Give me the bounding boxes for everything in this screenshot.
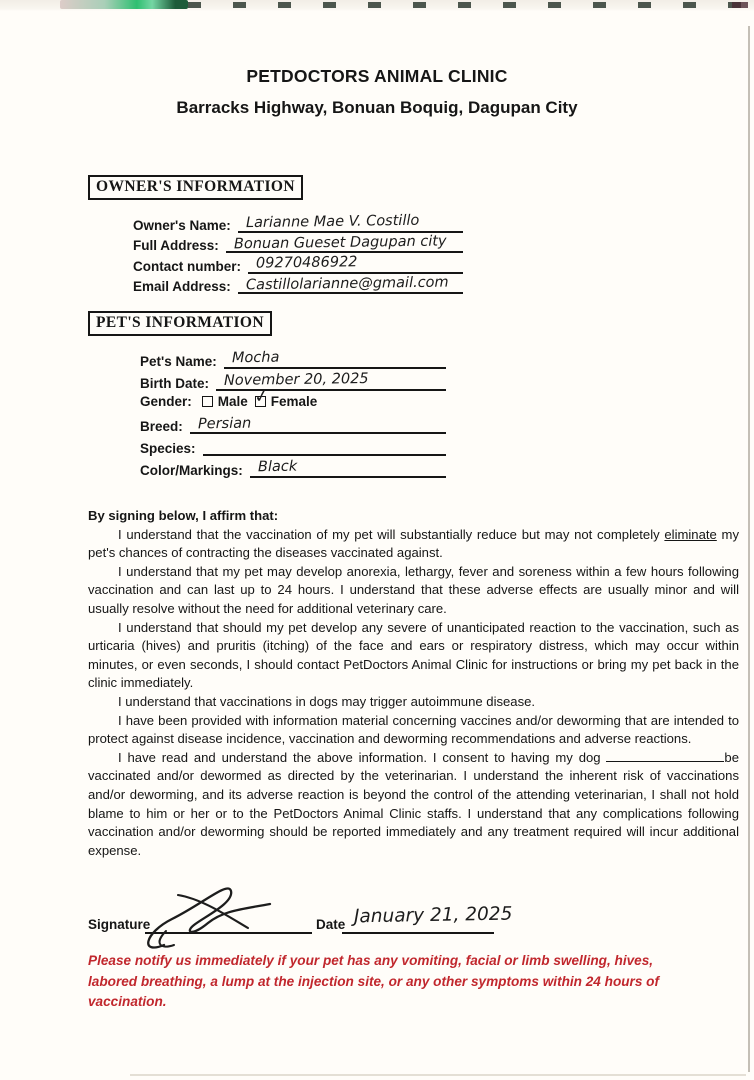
paper-edge-shadow: [748, 26, 750, 1072]
male-option-label: Male: [217, 393, 248, 409]
gender-label: Gender:: [140, 393, 192, 409]
email-address-value: Castillolarianne@gmail.com: [245, 274, 449, 294]
paragraph-1-before: I understand that the vaccination of my pet will substantially reduce but may not completely: [118, 526, 665, 542]
handwritten-signature-scribble: [130, 871, 310, 951]
owner-name-field: [133, 212, 463, 233]
email-address-label: Email Address:: [133, 279, 231, 295]
breed-value: Persian: [197, 415, 252, 433]
full-address-value: Bonuan Gueset Dagupan city: [233, 233, 447, 253]
pet-information-heading: PET'S INFORMATION: [88, 311, 272, 336]
affirmation-text: [88, 507, 739, 860]
contact-number-field: [133, 253, 463, 274]
breed-label: Breed:: [140, 419, 183, 435]
female-option-label: Female: [270, 393, 318, 409]
pet-name-field: [140, 347, 446, 369]
breed-field: [140, 412, 446, 434]
email-address-field: [133, 274, 463, 295]
affirmation-paragraph-6: [88, 749, 739, 861]
pet-name-value: Mocha: [231, 349, 280, 367]
paper-edge-shadow: [130, 1074, 746, 1076]
species-value: [203, 453, 211, 454]
male-checkbox-icon: [202, 396, 213, 407]
breed-line: [190, 410, 446, 434]
pet-name-line: [224, 345, 446, 369]
gender-field: [140, 384, 446, 413]
clinic-header: [0, 66, 754, 118]
pet-information-fields: [140, 347, 446, 478]
female-checkbox-icon: [252, 384, 271, 409]
color-markings-field: [140, 456, 446, 478]
clinic-address: Barracks Highway, Bonuan Boquig, Dagupan City: [176, 98, 578, 117]
signature-block: [88, 903, 558, 945]
birth-date-value: November 20, 2025: [223, 371, 369, 390]
email-address-line: [238, 272, 463, 295]
owner-information-fields: [133, 212, 463, 294]
affirmation-heading: By signing below, I affirm that:: [88, 508, 279, 523]
full-address-label: Full Address:: [133, 238, 219, 254]
affirmation-paragraph-3: I understand that should my pet develop any severe of unanticipated reaction to the vaccination, such as urticaria (hives) and pruritis (itching) of the face and ears or respiratory distress, which may occur within minutes, or even seconds, I should contact PetDoctors Animal Clinic for instructions or bring my pet back in the clinic immediately.: [88, 619, 739, 691]
species-label: Species:: [140, 440, 196, 456]
birth-date-field: [140, 369, 446, 391]
owner-name-value: Larianne Mae V. Costillo: [245, 212, 420, 232]
affirmation-paragraph-4: I understand that vaccinations in dogs may trigger autoimmune disease.: [118, 693, 536, 709]
affirmation-paragraph-1: [88, 526, 739, 563]
paragraph-6-before: I have read and understand the above information. I consent to having my dog: [118, 749, 607, 765]
full-address-line: [226, 231, 463, 254]
birth-date-label: Birth Date:: [140, 375, 210, 391]
color-markings-label: Color/Markings:: [140, 462, 243, 478]
date-value: January 21, 2025: [353, 903, 513, 928]
owner-name-label: Owner's Name:: [133, 217, 231, 233]
paragraph-1-after: my pet's chances of contracting the diseases vaccinated against.: [88, 526, 739, 561]
scan-edge-artifact: [188, 2, 754, 8]
pet-name-label: Pet's Name:: [140, 353, 217, 369]
dog-name-blank-line: [606, 749, 724, 762]
contact-number-line: [248, 251, 463, 274]
full-address-field: [133, 233, 463, 254]
color-markings-value: Black: [257, 458, 298, 476]
owner-information-heading: OWNER'S INFORMATION: [88, 175, 303, 200]
birth-date-line: [216, 367, 446, 391]
contact-number-value: 09270486922: [255, 254, 358, 272]
paragraph-1-underlined-word: eliminate: [664, 526, 717, 542]
date-label: Date: [316, 917, 346, 932]
clinic-name: PETDOCTORS ANIMAL CLINIC: [246, 66, 508, 86]
date-line: [342, 932, 494, 934]
signature-label: Signature: [88, 917, 151, 932]
affirmation-paragraph-5: I have been provided with information material concerning vaccines and/or deworming that are intended to protect against disease incidence, vaccination and deworming recommendations and adverse reactions.: [88, 712, 739, 747]
species-field: [140, 434, 446, 456]
owner-name-line: [238, 210, 463, 233]
color-markings-line: [250, 454, 446, 478]
scan-edge-artifact: [732, 2, 748, 8]
paragraph-6-after: be vaccinated and/or dewormed as directed by the veterinarian. I understand the inherent risk of vaccinations and/or deworming, and its adverse reaction is beyond the control of the attending veterinarian, I shall not hold blame to him or her or to the PetDoctors Animal Clinic staffs. I understand that any complications following vaccination and/or deworming should be reported immediately and any treatment required will incur additional expense.: [88, 749, 739, 858]
contact-number-label: Contact number:: [133, 258, 241, 274]
post-vaccination-notice: Please notify us immediately if your pet has any vomiting, facial or limb swelling, hives, labored breathing, a lump at the injection site, or any other symptoms within 24 hours of vaccination.: [88, 953, 660, 1009]
scan-edge-artifact: [60, 0, 188, 9]
checkmark-icon: ✓: [252, 384, 271, 409]
gender-options: [199, 384, 322, 409]
species-line: [203, 432, 446, 456]
affirmation-paragraph-2: I understand that my pet may develop anorexia, lethargy, fever and soreness within a few hours following vaccination and can last up to 24 hours. I understand that these adverse effects are usually minor and will usually resolve without the need for additional veterinary care.: [88, 563, 739, 616]
